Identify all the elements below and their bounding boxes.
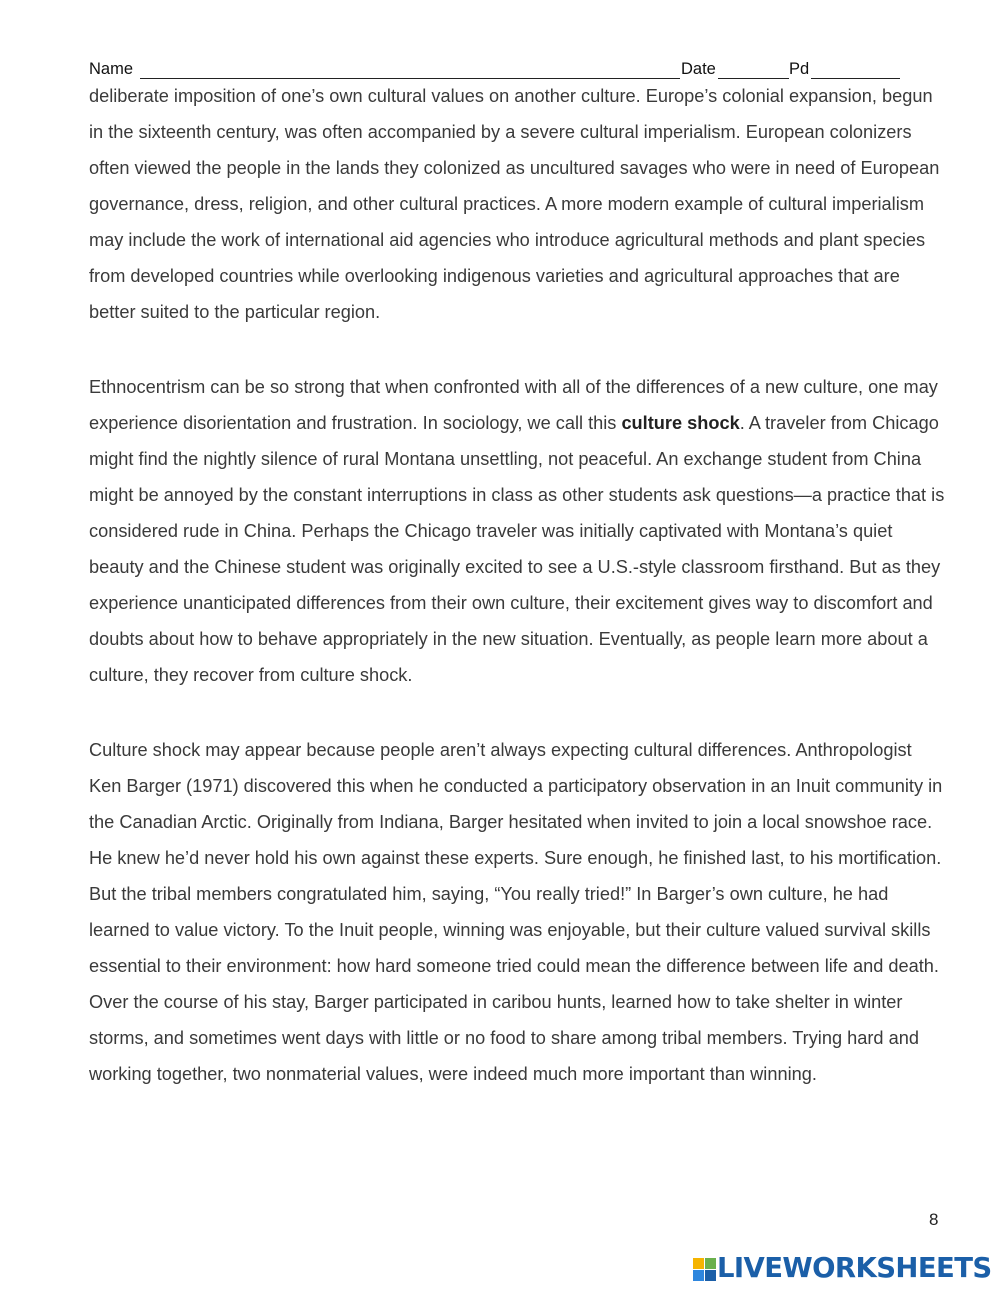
liveworksheets-brand[interactable]: [693, 1254, 993, 1288]
key-term-culture-shock: culture shock: [621, 413, 740, 433]
brand-name: LIVEWORKSHEETS: [717, 1252, 992, 1284]
paragraph-barger-study: Culture shock may appear because people aren’t always expecting cultural differences. Anthropologist Ken Barger (1971) discovered this when he conducted a participatory observation in an Inuit community in the Canadian Arctic. Originally from Indiana, Barger hesitated when invited to join a local snowshoe race. He knew he’d never hold his own against these experts. Sure enough, he finished last, to his mortification. But the tribal members congratulated him, saying, “You really tried!” In Barger’s own culture, he had learned to value victory. To the Inuit people, winning was enjoyable, but their culture valued survival skills essential to their environment: how hard someone tried could mean the difference between life and death. Over the course of his stay, Barger participated in caribou hunts, learned how to take shelter in winter storms, and sometimes went days with little or no food to share among tribal members. Trying hard and working together, two nonmaterial values, were indeed much more important than winning.: [89, 740, 943, 1084]
paragraph-cultural-imperialism: deliberate imposition of one’s own cultural values on another culture. Europe’s colonial expansion, begun in the sixteenth century, was often accompanied by a severe cultural imperialism. European colonizers often viewed the people in the lands they colonized as uncultured savages who were in need of European governance, dress, religion, and other cultural practices. A more modern example of cultural imperialism may include the work of international aid agencies who introduce agricultural methods and plant species from developed countries while overlooking indigenous varieties and agricultural approaches that are better suited to the particular region.: [89, 86, 940, 322]
page-number: 8: [929, 1210, 939, 1229]
liveworksheets-logo-icon: [693, 1258, 717, 1282]
pd-label: Pd: [789, 60, 810, 78]
paragraph-text: Ethnocentrism can be so strong that when confronted with all of the differences of a new culture, one may experience disorientation and frustration. In sociology, we call this: [89, 377, 938, 433]
paragraph-text: . A traveler from Chicago might find the nightly silence of rural Montana unsettling, not peaceful. An exchange student from China might be annoyed by the constant interruptions in class as other students ask questions—a practice that is considered rude in China. Perhaps the Chicago traveler was initially captivated with Montana’s quiet beauty and the Chinese student was originally excited to see a U.S.-style classroom firsthand. But as they experience unanticipated differences from their own culture, their excitement gives way to discomfort and doubts about how to behave appropriately in the new situation. Eventually, as people learn more about a culture, they recover from culture shock.: [89, 413, 945, 685]
date-label: Date: [681, 60, 716, 78]
body-text: [89, 78, 949, 1131]
name-label: Name: [89, 60, 134, 78]
paragraph-culture-shock: [89, 369, 949, 693]
